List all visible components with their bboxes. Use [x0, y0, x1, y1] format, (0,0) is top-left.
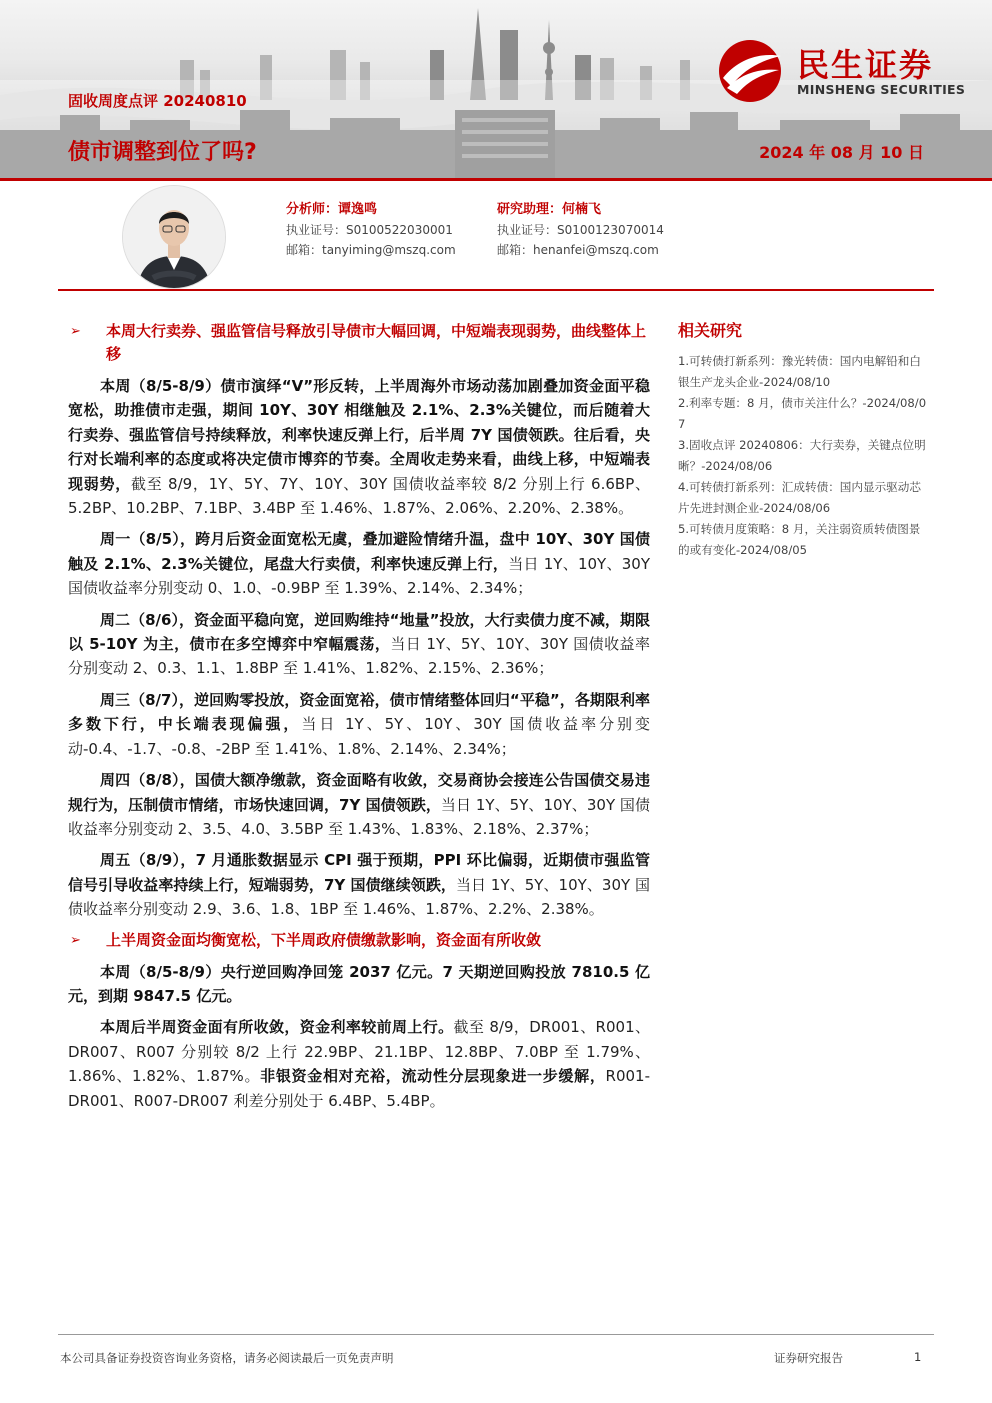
related-research-item[interactable]: 2.利率专题：8 月，债市关注什么？-2024/08/07: [678, 396, 927, 431]
paragraph-text: 当日 1Y、5Y、10Y、30Y 国债收益率分别变动 2.9、3.6、1.8、1BP 至 1.46%、1.87%、2.2%、2.38%。: [68, 875, 650, 919]
paragraph-text: R001-DR001、R007-DR007 利差分别处于 6.4BP、5.4BP。: [68, 1067, 650, 1110]
page-title: 债市调整到位了吗?: [68, 140, 257, 165]
paragraph-text: 当日 1Y、10Y、30Y 国债收益率分别变动 0、1.0、-0.9BP 至 1.39%、2.14%、2.34%；: [68, 554, 650, 598]
footer-label: 证券研究报告: [774, 1351, 843, 1365]
paragraph-text: 当日 1Y、5Y、10Y、30Y 国债收益率分别变动 2、3.5、4.0、3.5BP 至 1.43%、1.83%、2.18%、2.37%；: [68, 795, 650, 838]
company-logo: [717, 38, 967, 104]
paragraph-monday: [68, 527, 650, 600]
analyst-card-1: [286, 200, 456, 260]
paragraph-bold: 周五（8/9），7 月通胀数据显示 CPI 强于预期，PPI 环比偏弱，近期债市强监管信号引导收益率持续上行，短端弱势，7Y 国债继续领跌，: [68, 851, 650, 894]
paragraph-bold: 周二（8/6），资金面平稳向宽，逆回购维持“地量”投放，大行卖债力度不减，期限以 5-10Y 为主，债市在多空博弈中窄幅震荡，: [68, 610, 650, 654]
report-date: 2024 年 08 月 10 日: [759, 143, 924, 162]
analyst-card-2: [497, 200, 664, 260]
related-research-item[interactable]: 3.固收点评 20240806：大行卖券，关键点位明晰？-2024/08/06: [678, 438, 926, 473]
related-research-item[interactable]: 1.可转债打新系列：豫光转债：国内电解铅和白银生产龙头企业-2024/08/10: [678, 354, 921, 389]
header-banner: [0, 0, 992, 180]
paragraph-text: 截至 8/9，DR001、R001、DR007、R007 分别较 8/2 上行 22.9BP、21.1BP、12.8BP、7.0BP 至 1.79%、1.86%、1.82%、1.87%。: [68, 1018, 650, 1086]
analyst-avatar: [122, 185, 226, 289]
assistant-email: 邮箱：henanfei@mszq.com: [497, 243, 659, 257]
analyst-divider: [58, 289, 934, 291]
paragraph-bold: 周四（8/8），国债大额净缴款，资金面略有收敛，交易商协会接连公告国债交易违规行为，压制债市情绪，市场快速回调，7Y 国债领跌，: [68, 771, 650, 814]
paragraph-bold: 非银资金相对充裕，流动性分层现象进一步缓解，: [260, 1067, 606, 1086]
analyst-photo-icon: [123, 186, 225, 288]
section-heading-text: 上半周资金面均衡宽松，下半周政府债缴款影响，资金面有所收敛: [106, 930, 542, 949]
section-heading-2: [68, 929, 650, 952]
paragraph-friday: [68, 848, 650, 921]
arrow-bullet-icon: ➢: [70, 324, 81, 339]
related-research-item[interactable]: 4.可转债打新系列：汇成转债：国内显示驱动芯片先进封测企业-2024/08/06: [678, 480, 921, 515]
paragraph-tuesday: [68, 608, 650, 681]
paragraph-open-market: [68, 960, 650, 1009]
paragraph-wednesday: [68, 688, 650, 761]
paragraph-text: 当日 1Y、5Y、10Y、30Y 国债收益率分别变动 2、0.3、1.1、1.8BP 至 1.41%、1.82%、2.15%、2.36%；: [68, 635, 650, 678]
paragraph-text: 当日 1Y、5Y、10Y、30Y 国债收益率分别变动-0.4、-1.7、-0.8、-2BP 至 1.41%、1.8%、2.14%、2.34%；: [68, 715, 650, 758]
related-research-sidebar: [678, 318, 930, 561]
arrow-bullet-icon: ➢: [70, 932, 81, 948]
analyst-cert: 执业证号：S0100522030001: [286, 223, 453, 237]
main-content: [68, 320, 650, 1120]
paragraph-thursday: [68, 768, 650, 841]
paragraph-funding-rates: [68, 1015, 650, 1113]
paragraph-bold: 本周（8/5-8/9）央行逆回购净回笼 2037 亿元。7 天期逆回购投放 7810.5 亿元，到期 9847.5 亿元。: [68, 962, 650, 1005]
minsheng-logo-icon: [717, 38, 789, 104]
analyst-name: 分析师：谭逸鸣: [286, 202, 378, 217]
report-type: 固收周度点评 20240810: [68, 92, 247, 110]
analyst-email: 邮箱：tanyiming@mszq.com: [286, 243, 456, 257]
paragraph-bold: 周一（8/5），跨月后资金面宽松无虞，叠加避险情绪升温，盘中 10Y、30Y 国债触及 2.1%、2.3%关键位，尾盘大行卖债，利率快速反弹上行，: [68, 530, 650, 573]
assistant-cert: 执业证号：S0100123070014: [497, 223, 664, 237]
paragraph-weekly-summary: [68, 374, 650, 520]
section-heading-1: [68, 320, 650, 366]
paragraph-bold: 周三（8/7），逆回购零投放，资金面宽裕，债市情绪整体回归“平稳”，各期限利率多数下行，中长端表现偏强，: [68, 690, 650, 734]
paragraph-bold: 本周后半周资金面有所收敛，资金利率较前周上行。: [100, 1018, 454, 1037]
footer-disclaimer: 本公司具备证券投资咨询业务资格，请务必阅读最后一页免责声明: [60, 1351, 394, 1365]
sidebar-title: 相关研究: [678, 321, 743, 340]
logo-text-en: MINSHENG SECURITIES: [797, 82, 966, 97]
footer-divider: [58, 1334, 934, 1335]
paragraph-bold: 本周（8/5-8/9）债市演绎“V”形反转，上半周海外市场动荡加剧叠加资金面平稳宽松，助推债市走强，期间 10Y、30Y 相继触及 2.1%、2.3%关键位，而后随着大行卖券、强监管信号持续释放，利率快速反弹上行，后半周 7Y 国债领跌。往后看，央行对长端利率的态度或将决定债市博弈的节奏。全周收走势来看，曲线上移，中短端表现弱势，: [68, 377, 650, 493]
related-research-item[interactable]: 5.可转债月度策略：8 月，关注弱资质转债图景的或有变化-2024/08/05: [678, 522, 921, 557]
page-number: 1: [914, 1350, 922, 1364]
section-heading-text: 本周大行卖券、强监管信号释放引导债市大幅回调，中短端表现弱势，曲线整体上移: [106, 322, 647, 363]
logo-text-cn: 民生证券: [797, 46, 934, 84]
header-divider: [0, 178, 992, 181]
assistant-name: 研究助理：何楠飞: [497, 202, 602, 217]
paragraph-text: 截至 8/9，1Y、5Y、7Y、10Y、30Y 国债收益率较 8/2 分别上行 6.6BP、5.2BP、10.2BP、7.1BP、3.4BP 至 1.46%、1.87%、2.06%、2.20%、2.38%。: [68, 474, 650, 518]
